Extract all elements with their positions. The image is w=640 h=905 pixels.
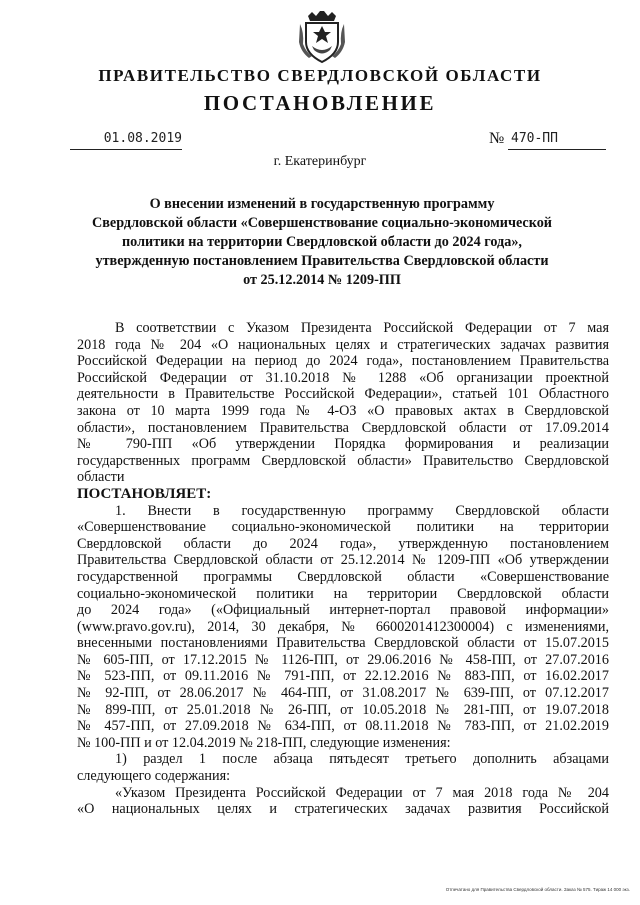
item1-line: № 457-ПП, от 27.09.2018 № 634-ПП, от 08.11.2018 № 783-ПП, от 21.02.2019	[77, 718, 609, 735]
preamble-line: области	[77, 469, 125, 486]
item1-line: № 605-ПП, от 17.12.2015 № 1126-ПП, от 29.06.2016 № 458-ПП, от 27.07.2016	[77, 651, 609, 668]
document-number: 470-ПП	[511, 131, 558, 146]
quote-line: «О национальных целях и стратегических задачах развития Российской	[77, 801, 609, 818]
item1-line: (www.pravo.gov.ru), 2014, 30 декабря, № 6600201412300004) с изменениями,	[77, 618, 609, 635]
item1-line: социально-экономической политики на территории Свердловской области	[77, 585, 609, 602]
subitem-line: следующего содержания:	[77, 768, 231, 785]
item1-line: № 100-ПП и от 12.04.2019 № 218-ПП, следующие изменения:	[77, 734, 451, 751]
number-sign: №	[489, 130, 505, 147]
item1-line: Свердловской области до 2024 года», утвержденную постановлением	[77, 535, 609, 552]
coat-of-arms-icon	[298, 10, 346, 64]
document-type: ПОСТАНОВЛЕНИЕ	[203, 91, 437, 115]
print-footer: Отпечатано для Правительства Свердловской области. Заказ № 575. Тираж 14 000 экз.	[445, 887, 630, 892]
preamble-line: закона от 10 марта 1999 года № 4-ОЗ «О правовых актах в Свердловской	[77, 402, 609, 419]
item1-line: № 523-ПП, от 09.11.2016 № 791-ПП, от 22.12.2016 № 883-ПП, от 16.02.2017	[77, 668, 609, 685]
item1-line: «Совершенствование социально-экономической политики на территории	[77, 519, 609, 536]
item1-line: Правительства Свердловской области от 25.12.2014 № 1209-ПП «Об утверждении	[77, 552, 609, 569]
quote-line: «Указом Президента Российской Федерации от 7 мая 2018 года № 204	[115, 784, 609, 801]
resolves-heading: ПОСТАНОВЛЯЕТ:	[77, 485, 212, 502]
title-line: политики на территории Свердловской области до 2024 года»,	[122, 234, 522, 250]
preamble-line: В соответствии с Указом Президента Российской Федерации от 7 мая	[115, 320, 609, 336]
government-name: ПРАВИТЕЛЬСТВО СВЕРДЛОВСКОЙ ОБЛАСТИ	[98, 66, 542, 85]
title-line: О внесении изменений в государственную программу	[149, 196, 495, 212]
document-body	[77, 320, 609, 818]
number-underline	[508, 149, 606, 150]
date-underline	[70, 149, 182, 150]
title-line: утвержденную постановлением Правительства Свердловской области	[95, 253, 549, 269]
title-line: от 25.12.2014 № 1209-ПП	[243, 272, 401, 288]
item1-line: № 92-ПП, от 28.06.2017 № 464-ПП, от 31.08.2017 № 639-ПП, от 07.12.2017	[77, 685, 609, 702]
preamble-line: деятельности в Правительстве Российской Федерации», статьей 101 Областного	[77, 386, 609, 403]
item1-line: 1. Внести в государственную программу Свердловской области	[115, 502, 609, 519]
title-line: Свердловской области «Совершенствование социально-экономической	[92, 215, 552, 231]
item1-line: государственной программы Свердловской области «Совершенствование	[77, 568, 609, 585]
subitem-line: 1) раздел 1 после абзаца пятьдесят третьего дополнить абзацами	[115, 751, 609, 768]
preamble-line: области», постановлением Правительства Свердловской области от 17.09.2014	[77, 419, 609, 436]
document-city: г. Екатеринбург	[273, 154, 367, 169]
preamble-line: государственных программ Свердловской области» Правительство Свердловской	[77, 452, 609, 469]
document-date: 01.08.2019	[103, 131, 182, 146]
item1-line: внесенными постановлениями Правительства Свердловской области от 15.07.2015	[77, 635, 609, 652]
preamble-line: 2018 года № 204 «О национальных целях и стратегических задачах развития	[77, 336, 609, 353]
preamble-line: Российской Федерации от 31.10.2018 № 1288 «Об организации проектной	[77, 369, 609, 386]
preamble-line: Российской Федерации на период до 2024 года», постановлением Правительства	[77, 353, 609, 370]
document-title	[80, 195, 564, 290]
preamble-line: № 790-ПП «Об утверждении Порядка формирования и реализации	[77, 436, 609, 453]
item1-line: до 2024 года» («Официальный интернет-портал правовой информации»	[77, 602, 609, 619]
item1-line: № 899-ПП, от 25.01.2018 № 26-ПП, от 10.05.2018 № 281-ПП, от 19.07.2018	[77, 701, 609, 718]
